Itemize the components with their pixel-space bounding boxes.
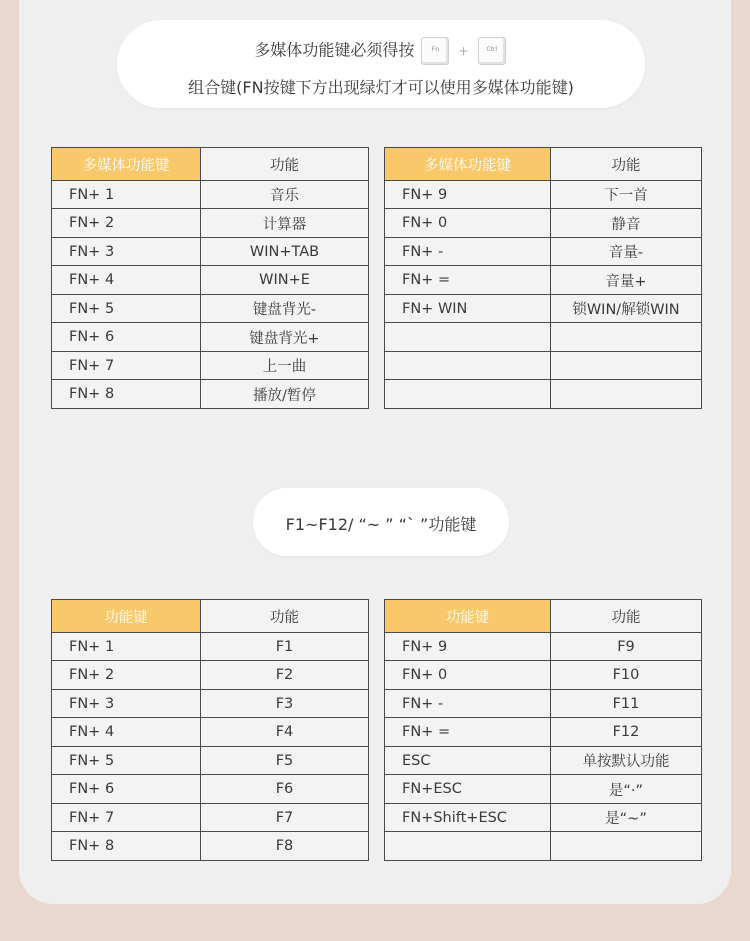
key-combo-cell: FN+ - bbox=[385, 690, 551, 718]
table-row bbox=[385, 209, 702, 238]
table-row bbox=[52, 352, 369, 380]
table-header: 功能 bbox=[551, 600, 702, 633]
table-row bbox=[385, 266, 702, 295]
function-cell: F2 bbox=[201, 661, 369, 690]
key-combo-cell: FN+ = bbox=[385, 718, 551, 747]
key-combo-cell: FN+ 4 bbox=[52, 266, 201, 295]
key-combo-cell: FN+ 6 bbox=[52, 323, 201, 352]
table-row bbox=[385, 718, 702, 747]
table-row bbox=[385, 633, 702, 661]
function-cell: 静音 bbox=[551, 209, 702, 238]
function-cell: 是“·” bbox=[551, 775, 702, 804]
key-combo-cell: FN+ - bbox=[385, 238, 551, 266]
function-cell: F4 bbox=[201, 718, 369, 747]
table-row bbox=[52, 238, 369, 266]
key-combo-cell: FN+ 9 bbox=[385, 633, 551, 661]
table-row bbox=[52, 718, 369, 747]
function-cell: 音量- bbox=[551, 238, 702, 266]
function-cell: WIN+TAB bbox=[201, 238, 369, 266]
key-combo-cell: FN+ 8 bbox=[52, 380, 201, 409]
function-cell: F7 bbox=[201, 804, 369, 832]
table-row bbox=[385, 295, 702, 323]
function-cell bbox=[551, 352, 702, 380]
function-cell: 是“~” bbox=[551, 804, 702, 832]
table-row bbox=[385, 352, 702, 380]
key-combo-cell: FN+ 0 bbox=[385, 209, 551, 238]
table-row bbox=[385, 661, 702, 690]
instruction-line-1 bbox=[117, 37, 645, 65]
multimedia-table-right bbox=[384, 147, 702, 409]
table-row bbox=[385, 690, 702, 718]
table-row bbox=[52, 747, 369, 775]
table-row bbox=[52, 633, 369, 661]
function-cell: F10 bbox=[551, 661, 702, 690]
table-row bbox=[52, 661, 369, 690]
function-cell: WIN+E bbox=[201, 266, 369, 295]
key-combo-cell: FN+ 4 bbox=[52, 718, 201, 747]
key-combo-cell: FN+ 1 bbox=[52, 633, 201, 661]
function-cell bbox=[551, 832, 702, 861]
table-row bbox=[385, 380, 702, 409]
function-cell: F9 bbox=[551, 633, 702, 661]
key-combo-cell bbox=[385, 352, 551, 380]
function-cell bbox=[551, 380, 702, 409]
function-cell: F1 bbox=[201, 633, 369, 661]
key-combo-cell: FN+ 3 bbox=[52, 238, 201, 266]
table-row bbox=[52, 380, 369, 409]
table-header: 多媒体功能键 bbox=[385, 148, 551, 181]
function-cell: 音量+ bbox=[551, 266, 702, 295]
key-combo-cell bbox=[385, 323, 551, 352]
function-cell: 计算器 bbox=[201, 209, 369, 238]
table-row bbox=[385, 747, 702, 775]
key-combo-cell: FN+ 9 bbox=[385, 181, 551, 209]
key-combo-cell: FN+ 0 bbox=[385, 661, 551, 690]
key-combo-cell: FN+ 5 bbox=[52, 295, 201, 323]
function-cell: F11 bbox=[551, 690, 702, 718]
key-combo-cell bbox=[385, 380, 551, 409]
plus-sign: + bbox=[458, 44, 469, 58]
function-key-title: F1~F12/ “~ ” “` ”功能键 bbox=[285, 515, 477, 534]
function-cell: 音乐 bbox=[201, 181, 369, 209]
function-cell: F3 bbox=[201, 690, 369, 718]
table-header: 功能键 bbox=[52, 600, 201, 633]
function-cell: 键盘背光+ bbox=[201, 323, 369, 352]
function-cell bbox=[551, 323, 702, 352]
table-row bbox=[385, 804, 702, 832]
key-combo-cell: FN+ 2 bbox=[52, 661, 201, 690]
multimedia-table-left bbox=[51, 147, 369, 409]
key-combo-cell: FN+ 2 bbox=[52, 209, 201, 238]
key-combo-cell: FN+ 8 bbox=[52, 832, 201, 861]
key-combo-cell: FN+ESC bbox=[385, 775, 551, 804]
table-row bbox=[385, 775, 702, 804]
table-row bbox=[52, 266, 369, 295]
key-combo-cell: FN+ 1 bbox=[52, 181, 201, 209]
function-cell: 键盘背光- bbox=[201, 295, 369, 323]
table-row bbox=[52, 804, 369, 832]
fn-key-icon: Fn bbox=[421, 37, 449, 65]
ctrl-key-icon: Ctrl bbox=[478, 37, 506, 65]
table-header: 功能 bbox=[201, 148, 369, 181]
function-cell: F8 bbox=[201, 832, 369, 861]
table-header: 功能 bbox=[551, 148, 702, 181]
table-row bbox=[52, 209, 369, 238]
function-cell: 锁WIN/解锁WIN bbox=[551, 295, 702, 323]
function-cell: 单按默认功能 bbox=[551, 747, 702, 775]
instruction-banner bbox=[117, 20, 645, 108]
table-row bbox=[385, 323, 702, 352]
key-combo-cell: FN+Shift+ESC bbox=[385, 804, 551, 832]
function-cell: 下一首 bbox=[551, 181, 702, 209]
key-combo-cell: FN+ 5 bbox=[52, 747, 201, 775]
table-header: 功能键 bbox=[385, 600, 551, 633]
key-combo-cell bbox=[385, 832, 551, 861]
function-cell: F6 bbox=[201, 775, 369, 804]
function-cell: F12 bbox=[551, 718, 702, 747]
function-key-banner bbox=[253, 488, 509, 556]
function-cell: 播放/暂停 bbox=[201, 380, 369, 409]
instruction-text: 多媒体功能键必须得按 bbox=[254, 40, 415, 60]
table-header: 功能 bbox=[201, 600, 369, 633]
table-header: 多媒体功能键 bbox=[52, 148, 201, 181]
table-row bbox=[385, 238, 702, 266]
table-row bbox=[52, 181, 369, 209]
key-combo-cell: FN+ 3 bbox=[52, 690, 201, 718]
key-combo-cell: ESC bbox=[385, 747, 551, 775]
table-row bbox=[385, 181, 702, 209]
function-key-table-left bbox=[51, 599, 369, 861]
instruction-line-2: 组合键(FN按键下方出现绿灯才可以使用多媒体功能键) bbox=[188, 78, 574, 97]
table-row bbox=[52, 323, 369, 352]
key-combo-cell: FN+ 7 bbox=[52, 804, 201, 832]
table-row bbox=[52, 295, 369, 323]
table-row bbox=[52, 775, 369, 804]
key-combo-cell: FN+ WIN bbox=[385, 295, 551, 323]
table-row bbox=[385, 832, 702, 861]
function-cell: F5 bbox=[201, 747, 369, 775]
key-combo-cell: FN+ 6 bbox=[52, 775, 201, 804]
table-row bbox=[52, 832, 369, 861]
key-combo-cell: FN+ 7 bbox=[52, 352, 201, 380]
function-cell: 上一曲 bbox=[201, 352, 369, 380]
table-row bbox=[52, 690, 369, 718]
key-combo-cell: FN+ = bbox=[385, 266, 551, 295]
function-key-table-right bbox=[384, 599, 702, 861]
